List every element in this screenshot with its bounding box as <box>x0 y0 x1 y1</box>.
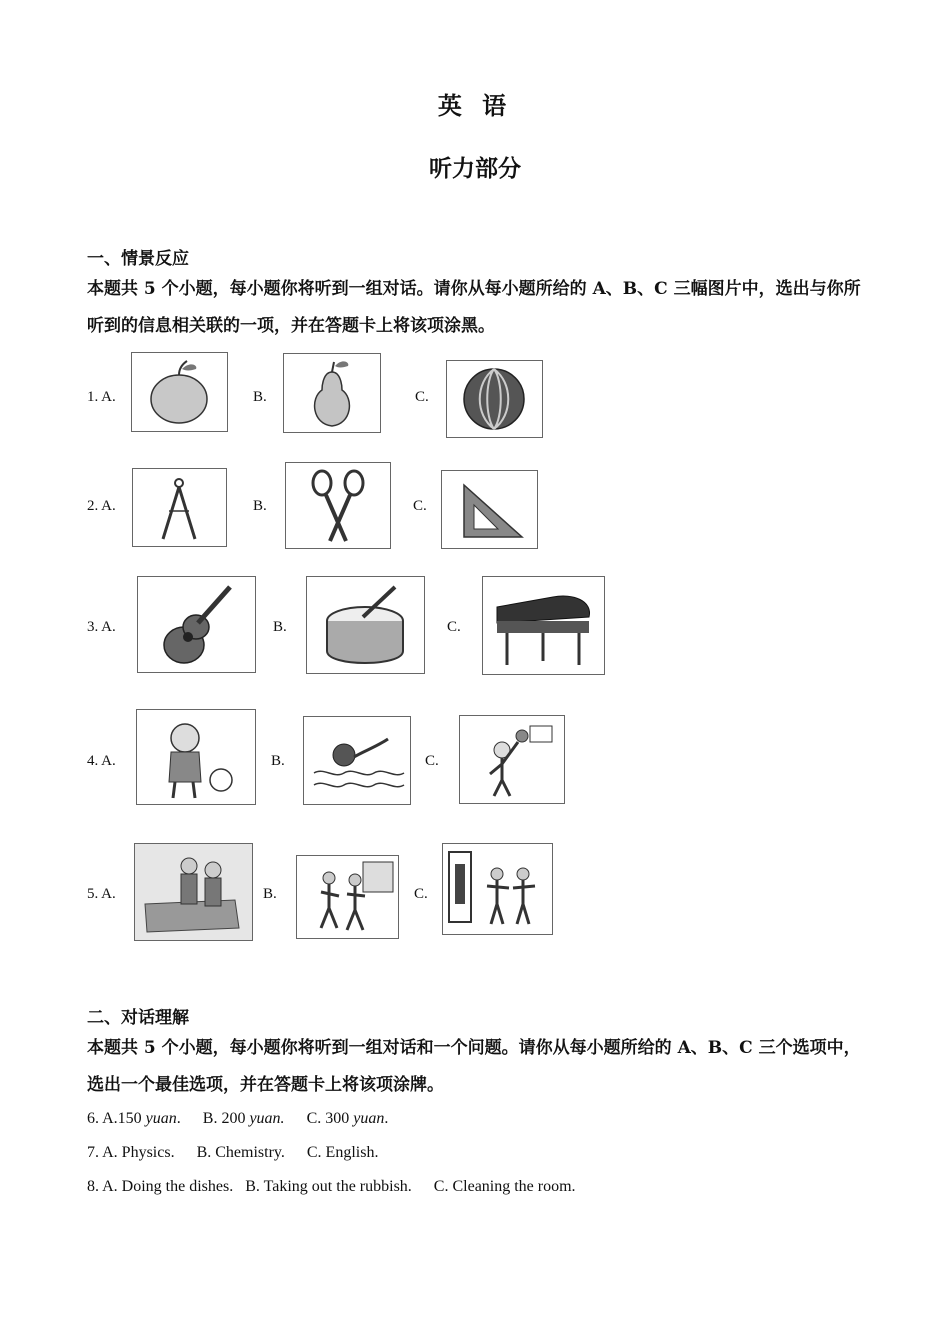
piano-icon[interactable] <box>482 576 605 675</box>
compass-tool-icon[interactable] <box>132 468 227 547</box>
subject-title: 英 语 <box>437 91 513 120</box>
question-7 <box>87 1144 396 1162</box>
basketball-icon[interactable] <box>459 715 565 804</box>
q6-option-c: C. 300 yuan. <box>306 1110 389 1127</box>
q1-label-c: C. <box>415 389 429 405</box>
q1-label-b: B. <box>253 389 267 405</box>
q3-label-c: C. <box>447 619 461 635</box>
set-square-icon[interactable] <box>441 470 538 549</box>
scissors-icon[interactable] <box>285 462 391 549</box>
boy-soccer-icon[interactable] <box>136 709 256 805</box>
apple-icon[interactable] <box>131 352 228 432</box>
section2-title: 二、对话理解 <box>87 1008 189 1028</box>
question-6 <box>87 1110 406 1128</box>
q6-option-a: 6. A.150 yuan. <box>87 1110 181 1127</box>
q8-option-c: C. Cleaning the room. <box>433 1178 576 1195</box>
q4-label-c: C. <box>425 753 439 769</box>
q8-option-b: B. Taking out the rubbish. <box>245 1178 412 1195</box>
q7-option-c: C. English. <box>306 1144 379 1161</box>
section1-instruction: 本题共 5 个小题，每小题你将听到一组对话。请你从每小题所给的 A、B、C 三幅图片中，选出与你所听到的信息相关联的一项，并在答题卡上将该项涂黑。 <box>87 279 861 336</box>
watermelon-icon[interactable] <box>446 360 543 438</box>
swimming-icon[interactable] <box>303 716 411 805</box>
q5-label-c: C. <box>414 886 428 902</box>
q6-option-b: B. 200 yuan. <box>202 1110 285 1127</box>
drum-icon[interactable] <box>306 576 425 674</box>
section1-title: 一、情景反应 <box>87 249 189 269</box>
q4-label-b: B. <box>271 753 285 769</box>
q7-option-a: 7. A. Physics. <box>87 1144 175 1161</box>
guitar-icon[interactable] <box>137 576 256 673</box>
q8-option-a: 8. A. Doing the dishes. <box>87 1178 234 1195</box>
q7-option-b: B. Chemistry. <box>196 1144 285 1161</box>
section2-instruction: 本题共 5 个小题，每小题你将听到一组对话和一个问题。请你从每小题所给的 A、B、C 三个选项中，选出一个最佳选项，并在答题卡上将该项涂牌。 <box>87 1038 861 1095</box>
people-walking-icon[interactable] <box>296 855 399 939</box>
q3-label-a: 3. A. <box>87 619 116 635</box>
pear-icon[interactable] <box>283 353 381 433</box>
q2-label-c: C. <box>413 498 427 514</box>
q4-label-a: 4. A. <box>87 753 116 769</box>
q3-label-b: B. <box>273 619 287 635</box>
q2-label-b: B. <box>253 498 267 514</box>
q2-label-a: 2. A. <box>87 498 116 514</box>
question-8 <box>87 1178 594 1196</box>
part-title: 听力部分 <box>429 155 521 182</box>
people-picture-icon[interactable] <box>442 843 553 935</box>
people-sofa-icon[interactable] <box>134 843 253 941</box>
q1-label-a: 1. A. <box>87 389 116 405</box>
q5-label-b: B. <box>263 886 277 902</box>
q5-label-a: 5. A. <box>87 886 116 902</box>
